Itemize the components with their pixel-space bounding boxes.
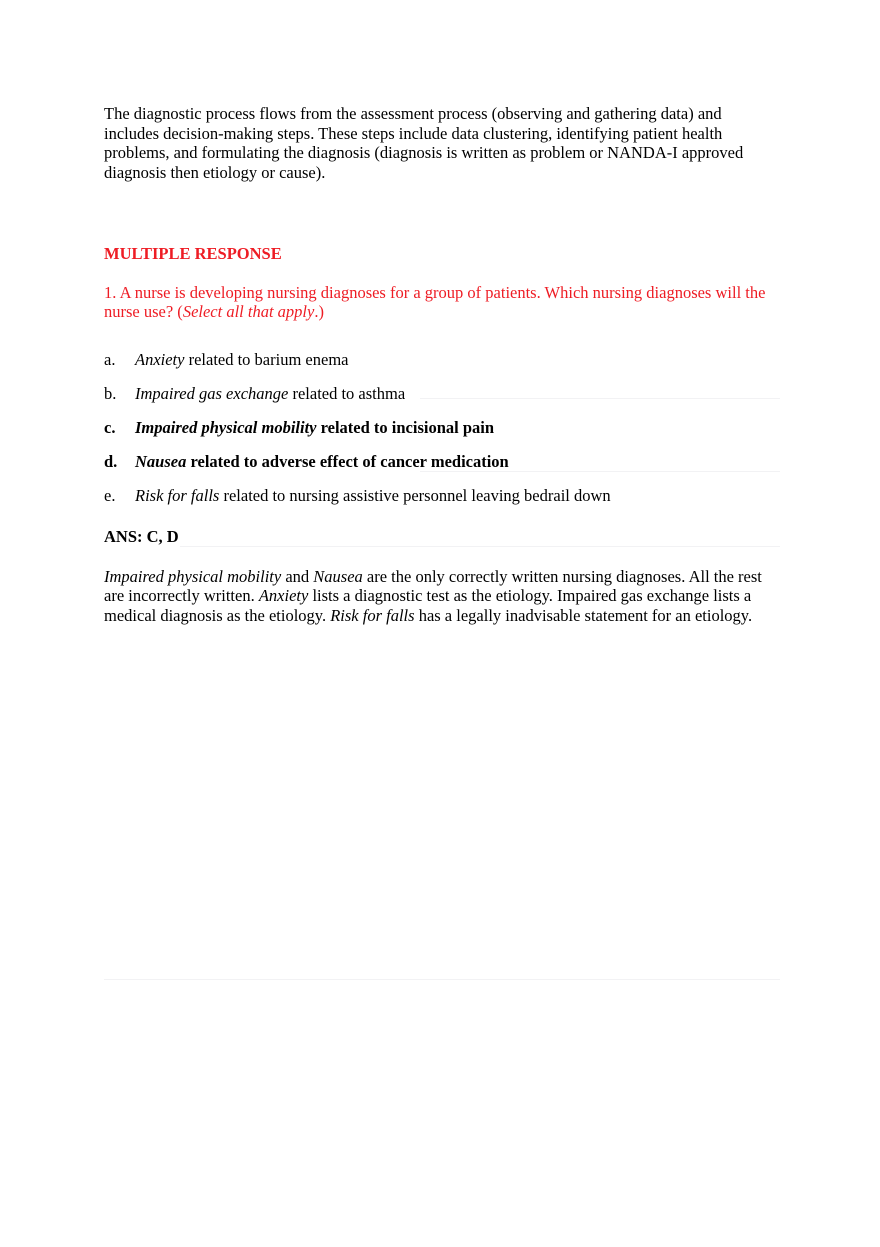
option-c [104, 418, 780, 438]
option-term: Risk for falls [135, 485, 220, 505]
option-letter: d. [104, 451, 118, 471]
rationale-text: lists a diagnostic test as the etiology. Impaired gas exchange lists a medical diagnosis as the etiology. [104, 586, 752, 625]
option-e [104, 486, 780, 506]
option-rest: related to incisional pain [316, 417, 495, 437]
option-letter: e. [104, 485, 116, 505]
question-end: .) [314, 302, 324, 321]
option-text [135, 452, 509, 472]
option-b [104, 384, 780, 404]
option-rest: related to asthma [288, 383, 406, 403]
section-heading: MULTIPLE RESPONSE [104, 244, 282, 263]
intro-paragraph: The diagnostic process flows from the assessment process (observing and gathering data) and includes decision-making steps. These steps include data clustering, identifying patient health problems, and formulating the diagnosis (diagnosis is written as problem or NANDA-I approved diagnosis then etiology or cause). [104, 104, 744, 182]
rationale-text: has a legally inadvisable statement for an etiology. [414, 605, 753, 625]
option-text [135, 384, 405, 404]
option-text [135, 486, 611, 506]
rationale-paragraph [104, 567, 780, 626]
rationale-term: Risk for falls [330, 605, 415, 625]
question-instruction: Select all that apply [182, 302, 315, 321]
option-term: Anxiety [135, 349, 185, 369]
divider [104, 979, 780, 980]
option-rest: related to nursing assistive personnel leaving bedrail down [219, 485, 611, 505]
answer-key: ANS: C, D [104, 527, 179, 546]
option-rest: related to adverse effect of cancer medication [186, 451, 509, 471]
option-text [135, 418, 494, 438]
option-letter: a. [104, 349, 116, 369]
rationale-term: Impaired physical mobility [104, 566, 282, 586]
option-term: Impaired gas exchange [135, 383, 289, 403]
document-body [104, 104, 780, 625]
option-text [135, 350, 348, 370]
option-letter: b. [104, 383, 117, 403]
option-d [104, 452, 780, 472]
option-rest: related to barium enema [184, 349, 349, 369]
question-stem [104, 283, 780, 322]
option-term: Impaired physical mobility [135, 417, 317, 437]
rationale-term: Nausea [313, 566, 363, 586]
option-a [104, 350, 780, 370]
question-text: 1. A nurse is developing nursing diagnoses for a group of patients. Which nursing diagnoses will the nurse use? ( [104, 282, 766, 321]
rationale-text: are the only correctly written nursing diagnoses. All the rest are incorrectly written. [104, 566, 762, 605]
rationale-term: Anxiety [258, 586, 309, 605]
option-letter: c. [104, 417, 116, 437]
rationale-text: and [281, 566, 314, 586]
option-term: Nausea [135, 451, 187, 471]
answer-options [104, 350, 780, 506]
